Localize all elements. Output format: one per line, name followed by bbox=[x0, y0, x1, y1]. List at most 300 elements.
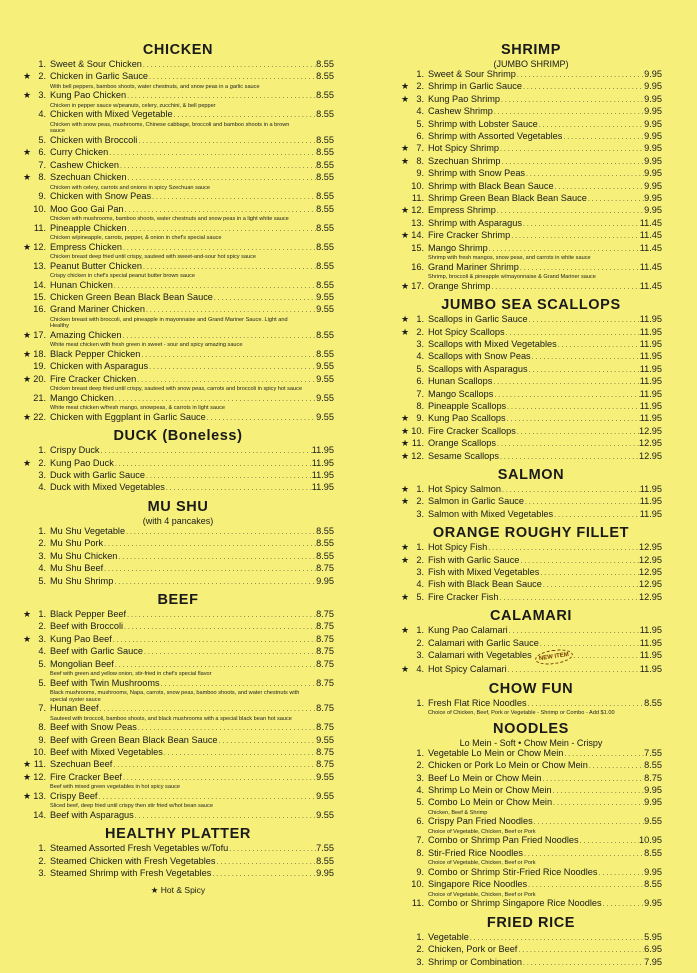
leader-dots bbox=[496, 438, 639, 450]
menu-item bbox=[400, 81, 662, 93]
leader-dots bbox=[163, 747, 316, 759]
menu-item bbox=[400, 509, 662, 521]
item-price: 11.95 bbox=[311, 457, 334, 468]
leader-dots bbox=[136, 374, 316, 386]
item-description: White meat chicken w/fresh mango, snowpeas, & carrots in light sauce bbox=[50, 405, 226, 412]
leader-dots bbox=[531, 351, 640, 363]
leader-dots bbox=[165, 482, 312, 494]
item-price: 9.95 bbox=[644, 205, 662, 216]
item-number: 4. bbox=[416, 785, 424, 796]
item-number: 2. bbox=[38, 71, 46, 82]
item-name: Hot Spicy Salmon bbox=[428, 483, 502, 494]
item-name: Kung Pao Shrimp bbox=[428, 93, 501, 104]
item-number: 4. bbox=[416, 106, 424, 117]
menu-section-jumbo-sea-scallops bbox=[400, 297, 662, 467]
item-name: Kung Pao Scallops bbox=[428, 413, 506, 424]
spicy-star-icon: ★ bbox=[400, 205, 410, 216]
item-number: 12. bbox=[33, 241, 46, 252]
section-subtitle: Lo Mein - Soft • Chow Mein - Crispy bbox=[459, 737, 603, 748]
spicy-star-icon: ★ bbox=[22, 411, 32, 422]
item-number: 15. bbox=[33, 292, 46, 303]
item-name: Fish with Black Bean Sauce bbox=[428, 579, 542, 590]
menu-section-duck-boneless bbox=[22, 428, 334, 499]
leader-dots bbox=[598, 867, 645, 879]
item-description: Choice of Vegetable, Chicken, Beef or Pork bbox=[428, 828, 536, 835]
item-number: 5. bbox=[416, 797, 424, 808]
item-name: Chicken in Garlic Sauce bbox=[50, 71, 149, 82]
item-name: Curry Chicken bbox=[50, 147, 109, 158]
item-name: Fire Cracker Shrimp bbox=[428, 230, 511, 241]
section-title: SALMON bbox=[497, 466, 565, 483]
item-number: 3. bbox=[38, 550, 46, 561]
item-price: 9.95 bbox=[644, 118, 662, 129]
item-number: 7. bbox=[416, 835, 424, 846]
item-price: 8.55 bbox=[644, 760, 662, 771]
item-price: 9.95 bbox=[644, 898, 662, 909]
item-name: Fish with Garlic Sauce bbox=[428, 554, 520, 565]
item-name: Empress Chicken bbox=[50, 241, 122, 252]
menu-item bbox=[22, 563, 334, 575]
item-name: Scallops with Asparagus bbox=[428, 363, 528, 374]
menu-item bbox=[22, 261, 334, 273]
leader-dots bbox=[525, 168, 644, 180]
leader-dots bbox=[145, 470, 312, 482]
leader-dots bbox=[124, 204, 317, 216]
item-number: 2. bbox=[416, 81, 424, 92]
spicy-star-icon: ★ bbox=[400, 496, 410, 507]
item-price: 8.55 bbox=[316, 525, 334, 536]
menu-item bbox=[22, 659, 334, 671]
leader-dots bbox=[126, 90, 316, 102]
spicy-star-icon: ★ bbox=[22, 330, 32, 341]
menu-item bbox=[400, 230, 662, 242]
item-price: 8.55 bbox=[316, 222, 334, 233]
leader-dots bbox=[552, 785, 645, 797]
spicy-star-icon: ★ bbox=[22, 457, 32, 468]
item-number: 2. bbox=[416, 554, 424, 565]
item-price: 11.45 bbox=[639, 217, 662, 228]
item-number: 4. bbox=[38, 563, 46, 574]
item-price: 11.95 bbox=[639, 650, 662, 661]
item-name: Singapore Rice Noodles bbox=[428, 879, 528, 890]
item-description: Chicken with snow peas, mushrooms, Chinese cabbage, broccoli and bamboo shoots in a brown sauce bbox=[50, 121, 290, 135]
menu-section-calamari bbox=[400, 608, 662, 681]
leader-dots bbox=[538, 119, 644, 131]
leader-dots bbox=[517, 944, 644, 956]
menu-item bbox=[22, 445, 334, 457]
item-price: 11.45 bbox=[639, 280, 662, 291]
item-number: 4. bbox=[38, 482, 46, 493]
item-name: Kung Pao Chicken bbox=[50, 90, 127, 101]
leader-dots bbox=[524, 496, 640, 508]
item-number: 3. bbox=[416, 93, 424, 104]
leader-dots bbox=[103, 538, 316, 550]
item-number: 4. bbox=[416, 351, 424, 362]
leader-dots bbox=[114, 659, 316, 671]
item-price: 11.95 bbox=[639, 496, 662, 507]
item-price: 8.55 bbox=[316, 241, 334, 252]
leader-dots bbox=[499, 143, 644, 155]
item-number: 3. bbox=[416, 567, 424, 577]
item-name: Fresh Flat Rice Noodles bbox=[428, 697, 527, 708]
item-number: 17. bbox=[33, 330, 46, 341]
menu-item bbox=[22, 349, 334, 361]
item-number: 21. bbox=[33, 392, 46, 403]
leader-dots bbox=[113, 576, 316, 588]
item-number: 1. bbox=[38, 525, 46, 536]
item-number: 16. bbox=[411, 261, 424, 272]
item-name: Empress Shrimp bbox=[428, 205, 496, 216]
menu-item bbox=[400, 181, 662, 193]
item-number: 2. bbox=[38, 538, 46, 549]
leader-dots bbox=[119, 160, 316, 172]
leader-dots bbox=[542, 579, 639, 591]
item-number: 14. bbox=[33, 279, 46, 290]
item-name: Mango Chicken bbox=[50, 392, 114, 403]
item-number: 17. bbox=[411, 280, 424, 291]
item-name: Beef with Garlic Sauce bbox=[50, 646, 143, 657]
item-number: 1. bbox=[38, 445, 46, 456]
item-number: 1. bbox=[416, 747, 424, 758]
item-price: 9.95 bbox=[644, 143, 662, 154]
leader-dots bbox=[127, 172, 317, 184]
menu-item bbox=[400, 156, 662, 168]
item-name: Mu Shu Shrimp bbox=[50, 575, 114, 586]
menu-item bbox=[22, 204, 334, 216]
item-number: 1. bbox=[38, 843, 46, 854]
item-name: Pineapple Scallops bbox=[428, 400, 507, 411]
menu-item bbox=[22, 621, 334, 633]
item-number: 1. bbox=[416, 69, 424, 79]
item-price: 11.95 bbox=[639, 338, 662, 349]
spicy-star-icon: ★ bbox=[400, 438, 410, 449]
menu-item bbox=[400, 218, 662, 230]
leader-dots bbox=[113, 280, 316, 292]
item-price: 11.95 bbox=[639, 351, 662, 362]
item-name: Hunan Chicken bbox=[50, 279, 113, 290]
item-price: 8.55 bbox=[316, 279, 334, 290]
item-price: 10.95 bbox=[639, 835, 662, 846]
leader-dots bbox=[500, 94, 644, 106]
menu-item bbox=[400, 773, 662, 785]
item-name: Chicken with Snow Peas bbox=[50, 191, 152, 202]
item-description: Chicken in pepper sauce w/peanuts, celery, zucchini, & bell pepper bbox=[50, 102, 216, 109]
menu-item bbox=[22, 843, 334, 855]
leader-dots bbox=[100, 445, 312, 457]
item-price: 11.95 bbox=[311, 445, 334, 456]
leader-dots bbox=[527, 698, 645, 710]
spicy-star-icon: ★ bbox=[400, 413, 410, 424]
item-name: Mu Shu Chicken bbox=[50, 550, 118, 561]
item-price: 11.95 bbox=[639, 664, 662, 675]
menu-item bbox=[400, 401, 662, 413]
item-price: 9.95 bbox=[644, 866, 662, 877]
item-price: 11.95 bbox=[639, 363, 662, 374]
item-number: 13. bbox=[33, 260, 46, 271]
item-price: 7.55 bbox=[644, 747, 662, 758]
item-number: 6. bbox=[416, 131, 424, 142]
spicy-star-icon: ★ bbox=[400, 483, 410, 494]
leader-dots bbox=[516, 69, 644, 81]
menu-item bbox=[22, 482, 334, 494]
menu-item bbox=[400, 413, 662, 425]
menu-item bbox=[400, 932, 662, 944]
item-name: Scallops with Mixed Vegetables bbox=[428, 338, 557, 349]
item-description: Black mushrooms, mushrooms, Napa, carrots, snow peas, bamboo shoots, and water chestnuts with special oyster sauce bbox=[50, 689, 300, 703]
item-name: Shrimp in Garlic Sauce bbox=[428, 81, 522, 92]
item-number: 4. bbox=[38, 109, 46, 120]
item-price: 9.55 bbox=[316, 392, 334, 403]
item-price: 11.95 bbox=[639, 326, 662, 337]
item-number: 3. bbox=[38, 90, 46, 101]
item-price: 7.95 bbox=[644, 956, 662, 967]
menu-item bbox=[22, 458, 334, 470]
item-name: Hot Spicy Fish bbox=[428, 542, 488, 553]
item-name: Chicken with Asparagus bbox=[50, 361, 149, 372]
menu-item bbox=[22, 538, 334, 550]
item-number: 9. bbox=[416, 866, 424, 877]
item-name: Beef with Asparagus bbox=[50, 809, 134, 820]
item-price: 8.55 bbox=[316, 855, 334, 866]
leader-dots bbox=[103, 563, 316, 575]
item-price: 12.95 bbox=[639, 591, 662, 602]
item-description: Choice of Vegetable, Chicken, Beef or Pork bbox=[428, 860, 536, 867]
menu-item bbox=[400, 944, 662, 956]
menu-item bbox=[22, 71, 334, 83]
item-description: With bell peppers, bamboo shoots, water chestnuts, and snow peas in a garlic sauce bbox=[50, 83, 260, 90]
section-title: CALAMARI bbox=[489, 608, 573, 625]
section-subtitle: (JUMBO SHRIMP) bbox=[493, 59, 569, 69]
item-price: 9.95 bbox=[644, 69, 662, 79]
leader-dots bbox=[206, 412, 316, 424]
menu-item bbox=[400, 314, 662, 326]
item-number: 1. bbox=[416, 931, 424, 942]
menu-item bbox=[22, 374, 334, 386]
item-description: Sauteed with broccoli, bamboo shoots, and black mushrooms with a special black bean hot sauce bbox=[50, 715, 292, 722]
leader-dots bbox=[490, 281, 639, 293]
leader-dots bbox=[552, 797, 644, 809]
item-name: Hunan Scallops bbox=[428, 376, 493, 387]
item-price: 9.55 bbox=[316, 809, 334, 820]
item-name: Duck with Garlic Sauce bbox=[50, 470, 145, 481]
item-number: 19. bbox=[33, 361, 46, 372]
item-price: 7.55 bbox=[316, 843, 334, 854]
leader-dots bbox=[127, 223, 316, 235]
menu-item bbox=[400, 785, 662, 797]
item-price: 9.95 bbox=[644, 155, 662, 166]
leader-dots bbox=[522, 81, 644, 93]
item-name: Moo Goo Gai Pan bbox=[50, 203, 124, 214]
spicy-star-icon: ★ bbox=[22, 172, 32, 183]
item-name: Mu Shu Pork bbox=[50, 538, 104, 549]
item-number: 10. bbox=[33, 203, 46, 214]
item-name: Orange Scallops bbox=[428, 438, 496, 449]
item-name: Scallops with Snow Peas bbox=[428, 351, 531, 362]
menu-item bbox=[400, 143, 662, 155]
leader-dots bbox=[228, 843, 316, 855]
item-price: 12.95 bbox=[639, 425, 662, 436]
menu-item bbox=[400, 555, 662, 567]
spicy-star-icon: ★ bbox=[22, 147, 32, 158]
item-name: Orange Shrimp bbox=[428, 280, 491, 291]
item-name: Cashew Chicken bbox=[50, 159, 119, 170]
menu-section-chicken bbox=[22, 42, 334, 428]
section-title: CHOW FUN bbox=[488, 680, 574, 697]
item-price: 11.95 bbox=[639, 508, 662, 519]
item-price: 9.55 bbox=[316, 771, 334, 782]
item-price: 12.95 bbox=[639, 554, 662, 565]
item-number: 1. bbox=[416, 697, 424, 708]
leader-dots bbox=[506, 413, 640, 425]
item-price: 9.95 bbox=[644, 168, 662, 179]
leader-dots bbox=[145, 304, 316, 316]
item-name: Combo or Shrimp Pan Fried Noodles bbox=[428, 835, 579, 846]
item-number: 1. bbox=[416, 314, 424, 325]
item-name: Kung Pao Calamari bbox=[428, 625, 508, 636]
section-title: JUMBO SEA SCALLOPS bbox=[441, 297, 621, 314]
item-name: Chicken, Pork or Beef bbox=[428, 944, 518, 955]
item-name: Shrimp with Black Bean Sauce bbox=[428, 180, 554, 191]
spicy-star-icon: ★ bbox=[400, 314, 410, 325]
item-name: Salmon with Mixed Vegetables bbox=[428, 508, 554, 519]
item-number: 8. bbox=[38, 722, 46, 733]
leader-dots bbox=[140, 349, 316, 361]
menu-item bbox=[400, 816, 662, 828]
item-price: 8.55 bbox=[316, 71, 334, 82]
section-title: FRIED RICE bbox=[486, 914, 576, 931]
item-name: Grand Mariner Chicken bbox=[50, 304, 145, 315]
item-price: 9.95 bbox=[644, 785, 662, 796]
leader-dots bbox=[122, 772, 316, 784]
item-price: 8.55 bbox=[644, 879, 662, 890]
menu-item bbox=[22, 147, 334, 159]
leader-dots bbox=[539, 567, 639, 579]
menu-section-chow-fun bbox=[400, 681, 662, 721]
leader-dots bbox=[519, 262, 640, 274]
item-description: Choice of Chicken, Beef, Pork or Vegetable - Shrimp or Combo - Add $1.00 bbox=[428, 710, 615, 717]
item-number: 6. bbox=[38, 147, 46, 158]
spicy-star-icon: ★ bbox=[400, 591, 410, 602]
item-price: 12.95 bbox=[639, 567, 662, 577]
item-description: Chicken w/pineapple, carrots, pepper, & onion in chef's special sauce bbox=[50, 235, 222, 242]
menu-item bbox=[22, 59, 334, 71]
item-number: 16. bbox=[33, 304, 46, 315]
menu-section-fried-rice bbox=[400, 915, 662, 973]
item-price: 8.55 bbox=[316, 538, 334, 549]
item-price: 8.75 bbox=[316, 621, 334, 632]
item-name: Beef with Twin Mushrooms bbox=[50, 677, 160, 688]
item-name: Beef with Mixed Vegetables bbox=[50, 746, 163, 757]
menu-section-healthy-platter bbox=[22, 826, 334, 884]
menu-section-mu-shu bbox=[22, 499, 334, 592]
item-number: 7. bbox=[416, 388, 424, 399]
leader-dots bbox=[516, 426, 639, 438]
item-price: 8.55 bbox=[316, 90, 334, 101]
leader-dots bbox=[469, 932, 644, 944]
menu-item bbox=[400, 281, 662, 293]
item-price: 12.95 bbox=[639, 450, 662, 461]
menu-section-shrimp bbox=[400, 42, 662, 297]
item-description: White meat chicken with fresh green in sweet - sour and spicy amazing sauce bbox=[50, 342, 243, 349]
spicy-star-icon: ★ bbox=[400, 554, 410, 565]
item-name: Amazing Chicken bbox=[50, 330, 122, 341]
item-price: 8.75 bbox=[316, 722, 334, 733]
leader-dots bbox=[114, 393, 316, 405]
menu-item bbox=[22, 747, 334, 759]
menu-item bbox=[22, 361, 334, 373]
item-price: 9.95 bbox=[644, 180, 662, 191]
spicy-star-icon: ★ bbox=[22, 790, 32, 801]
spicy-star-icon: ★ bbox=[400, 542, 410, 553]
menu-item bbox=[22, 678, 334, 690]
hot-spicy-legend: ★ Hot & Spicy bbox=[150, 885, 206, 896]
item-number: 5. bbox=[38, 658, 46, 669]
item-price: 11.95 bbox=[639, 637, 662, 648]
item-number: 4. bbox=[416, 664, 424, 675]
section-title: NOODLES bbox=[493, 720, 569, 737]
leader-dots bbox=[519, 555, 639, 567]
leader-dots bbox=[533, 816, 644, 828]
menu-item bbox=[400, 426, 662, 438]
leader-dots bbox=[539, 638, 640, 650]
item-name: Hot Spicy Scallops bbox=[428, 326, 505, 337]
item-name: Steamed Chicken with Fresh Vegetables bbox=[50, 855, 216, 866]
item-price: 8.75 bbox=[316, 633, 334, 644]
menu-item bbox=[22, 722, 334, 734]
item-name: Mango Scallops bbox=[428, 388, 494, 399]
menu-section-noodles bbox=[400, 721, 662, 915]
leader-dots bbox=[215, 856, 316, 868]
menu-item bbox=[400, 748, 662, 760]
item-name: Steamed Assorted Fresh Vegetables w/Tofu bbox=[50, 843, 229, 854]
menu-item bbox=[22, 810, 334, 822]
menu-item bbox=[22, 735, 334, 747]
item-price: 9.55 bbox=[316, 361, 334, 372]
item-number: 11. bbox=[411, 438, 424, 449]
item-price: 9.55 bbox=[316, 373, 334, 384]
spicy-star-icon: ★ bbox=[22, 759, 32, 770]
item-number: 1. bbox=[38, 59, 46, 69]
menu-item bbox=[400, 484, 662, 496]
leader-dots bbox=[588, 760, 644, 772]
item-name: Mu Shu Beef bbox=[50, 563, 104, 574]
leader-dots bbox=[213, 292, 316, 304]
menu-item bbox=[22, 109, 334, 121]
leader-dots bbox=[137, 135, 316, 147]
item-price: 9.95 bbox=[644, 106, 662, 117]
menu-item bbox=[400, 131, 662, 143]
item-number: 10. bbox=[411, 879, 424, 890]
item-number: 5. bbox=[38, 575, 46, 586]
item-name: Peanut Butter Chicken bbox=[50, 260, 142, 271]
item-name: Hot Spicy Shrimp bbox=[428, 143, 499, 154]
item-price: 8.55 bbox=[316, 159, 334, 170]
item-price: 8.55 bbox=[316, 172, 334, 183]
spicy-star-icon: ★ bbox=[400, 425, 410, 436]
item-price: 12.95 bbox=[639, 579, 662, 590]
item-number: 12. bbox=[411, 450, 424, 461]
item-price: 9.95 bbox=[644, 797, 662, 808]
menu-item bbox=[22, 703, 334, 715]
item-price: 9.95 bbox=[316, 575, 334, 586]
leader-dots bbox=[142, 59, 316, 71]
item-price: 8.55 bbox=[316, 203, 334, 214]
leader-dots bbox=[137, 722, 316, 734]
leader-dots bbox=[125, 526, 316, 538]
spicy-star-icon: ★ bbox=[22, 608, 32, 619]
menu-item bbox=[400, 376, 662, 388]
menu-item bbox=[400, 389, 662, 401]
